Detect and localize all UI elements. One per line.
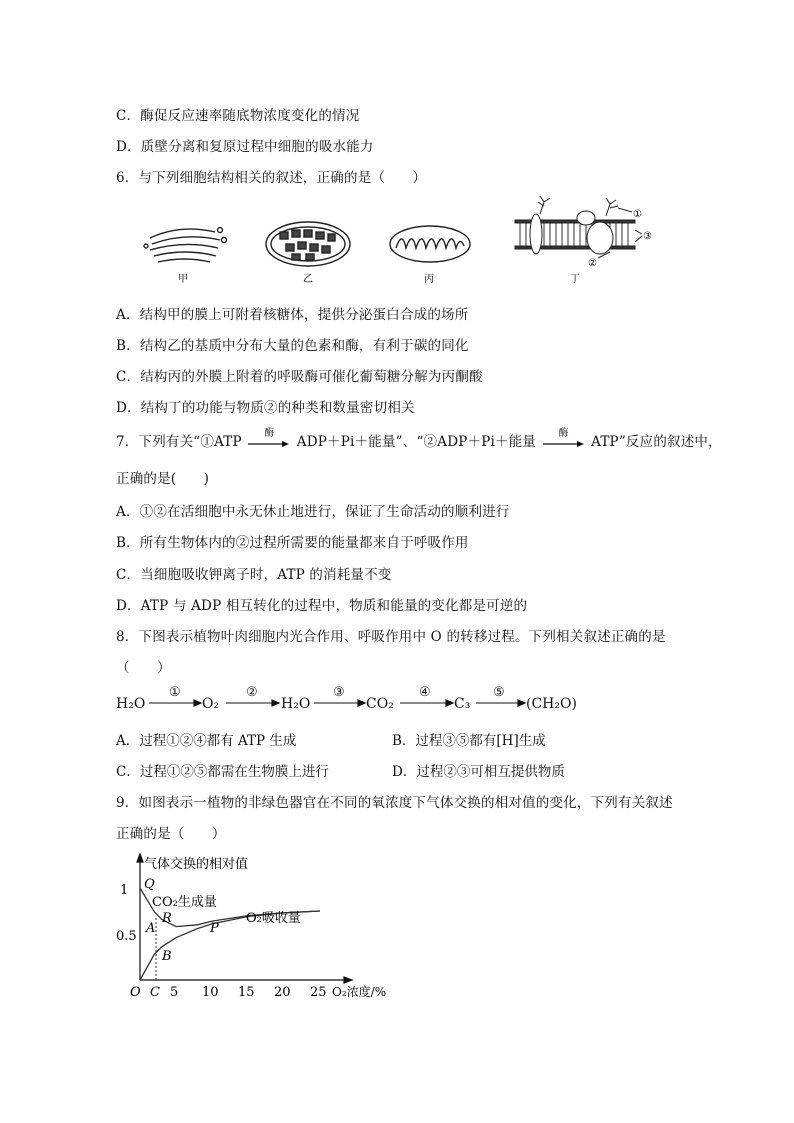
option-a8: A．过程①②④都有 ATP 生成 xyxy=(116,733,297,749)
option-d8: D．过程②③可相互提供物质 xyxy=(392,764,565,780)
question-9: 9．如图表示一植物的非绿色器官在不同的氧浓度下气体交换的相对值的变化，下列有关叙述 xyxy=(116,795,673,811)
enzyme-label: 酶 xyxy=(264,427,275,439)
line-d5: D．质壁分离和复原过程中细胞的吸水能力 xyxy=(116,139,374,155)
option-a7: A．①②在活细胞中永无休止地进行，保证了生命活动的顺利进行 xyxy=(116,504,510,520)
chain-item-0: H₂O xyxy=(116,696,146,712)
point-label-r: R xyxy=(162,911,172,926)
y-tick-1: 1 xyxy=(120,883,129,898)
figure-6 xyxy=(140,196,680,292)
origin-label: O xyxy=(130,985,141,1000)
membrane-marker-1: ① xyxy=(633,209,642,220)
option-d7: D．ATP 与 ADP 相互转化的过程中，物质和能量的变化都是可逆的 xyxy=(116,598,528,614)
enzyme-arrow-2 xyxy=(543,427,585,450)
figure-6-label-1: 乙 xyxy=(303,274,313,285)
membrane-marker-3: ③ xyxy=(643,231,652,242)
question-7-part-c: ATP”反应的叙述中， xyxy=(591,434,722,450)
question-7 xyxy=(116,427,722,450)
question-8-paren: （ ） xyxy=(116,660,171,676)
curve-label-o2: O₂吸收量 xyxy=(246,911,301,926)
x-tick-25: 25 xyxy=(310,985,327,1000)
y-axis-label: 气体交换的相对值 xyxy=(144,857,249,872)
chain-step-4: ⑤ xyxy=(493,685,505,700)
x-tick-5: 5 xyxy=(170,985,179,1000)
figure-6-label-3: 丁 xyxy=(570,274,580,285)
x-tick-20: 20 xyxy=(274,985,291,1000)
x-tick-15: 15 xyxy=(238,985,255,1000)
oxygen-transfer-chain xyxy=(116,684,596,716)
chain-item-2: H₂O xyxy=(281,696,311,712)
chain-item-3: CO₂ xyxy=(366,696,394,712)
line-c5: C．酶促反应速率随底物浓度变化的情况 xyxy=(116,108,360,124)
question-7-part-b: ADP＋Pi＋能量”、“②ADP＋Pi＋能量 xyxy=(296,434,537,450)
membrane-marker-2: ② xyxy=(588,258,597,269)
option-b8: B．过程③⑤都有[H]生成 xyxy=(392,733,546,749)
question-6: 6．与下列细胞结构相关的叙述，正确的是（ ） xyxy=(116,170,427,186)
question-7-part-a: 7．下列有关“①ATP xyxy=(116,434,242,450)
question-8: 8．下图表示植物叶肉细胞内光合作用、呼吸作用中 O 的转移过程。下列相关叙述正确的是 xyxy=(116,629,666,645)
option-b6: B．结构乙的基质中分布大量的色素和酶，有利于碳的同化 xyxy=(116,338,469,354)
golgi-figure xyxy=(144,228,227,263)
curve-label-co2: CO₂生成量 xyxy=(152,895,217,910)
y-tick-0.5: 0.5 xyxy=(116,929,137,944)
point-label-c: C xyxy=(150,985,160,1000)
membrane-figure xyxy=(515,196,642,258)
option-a6: A．结构甲的膜上可附着核糖体，提供分泌蛋白合成的场所 xyxy=(116,307,469,323)
enzyme-label: 酶 xyxy=(558,427,569,439)
point-label-b: B xyxy=(162,949,172,964)
mitochondrion-figure xyxy=(390,226,470,262)
gas-exchange-chart xyxy=(110,850,410,1010)
chain-step-0: ① xyxy=(169,685,181,700)
x-tick-10: 10 xyxy=(202,985,219,1000)
point-label-p: P xyxy=(210,921,219,936)
question-7-line2: 正确的是( ) xyxy=(116,471,210,487)
option-d6: D．结构丁的功能与物质②的种类和数量密切相关 xyxy=(116,400,415,416)
point-label-a: A xyxy=(146,921,156,936)
x-axis-label: O₂浓度/% xyxy=(332,985,387,999)
enzyme-arrow-1 xyxy=(248,427,290,450)
option-c6: C．结构丙的外膜上附着的呼吸酶可催化葡萄糖分解为丙酮酸 xyxy=(116,369,483,385)
figure-6-label-0: 甲 xyxy=(178,274,188,285)
chain-step-1: ② xyxy=(246,685,258,700)
figure-6-label-2: 丙 xyxy=(424,274,434,285)
chloroplast-figure xyxy=(266,222,350,266)
chain-step-2: ③ xyxy=(333,685,345,700)
chain-item-5: (CH₂O) xyxy=(526,696,577,712)
chain-item-1: O₂ xyxy=(202,696,220,712)
option-c7: C．当细胞吸收钾离子时，ATP 的消耗量不变 xyxy=(116,567,392,583)
point-label-q: Q xyxy=(144,877,155,892)
chain-step-3: ④ xyxy=(419,685,431,700)
option-c8: C．过程①②⑤都需在生物膜上进行 xyxy=(116,764,329,780)
chain-item-4: C₃ xyxy=(454,696,471,712)
option-b7: B．所有生物体内的②过程所需要的能量都来自于呼吸作用 xyxy=(116,535,469,551)
question-9-line2: 正确的是（ ） xyxy=(116,826,226,842)
